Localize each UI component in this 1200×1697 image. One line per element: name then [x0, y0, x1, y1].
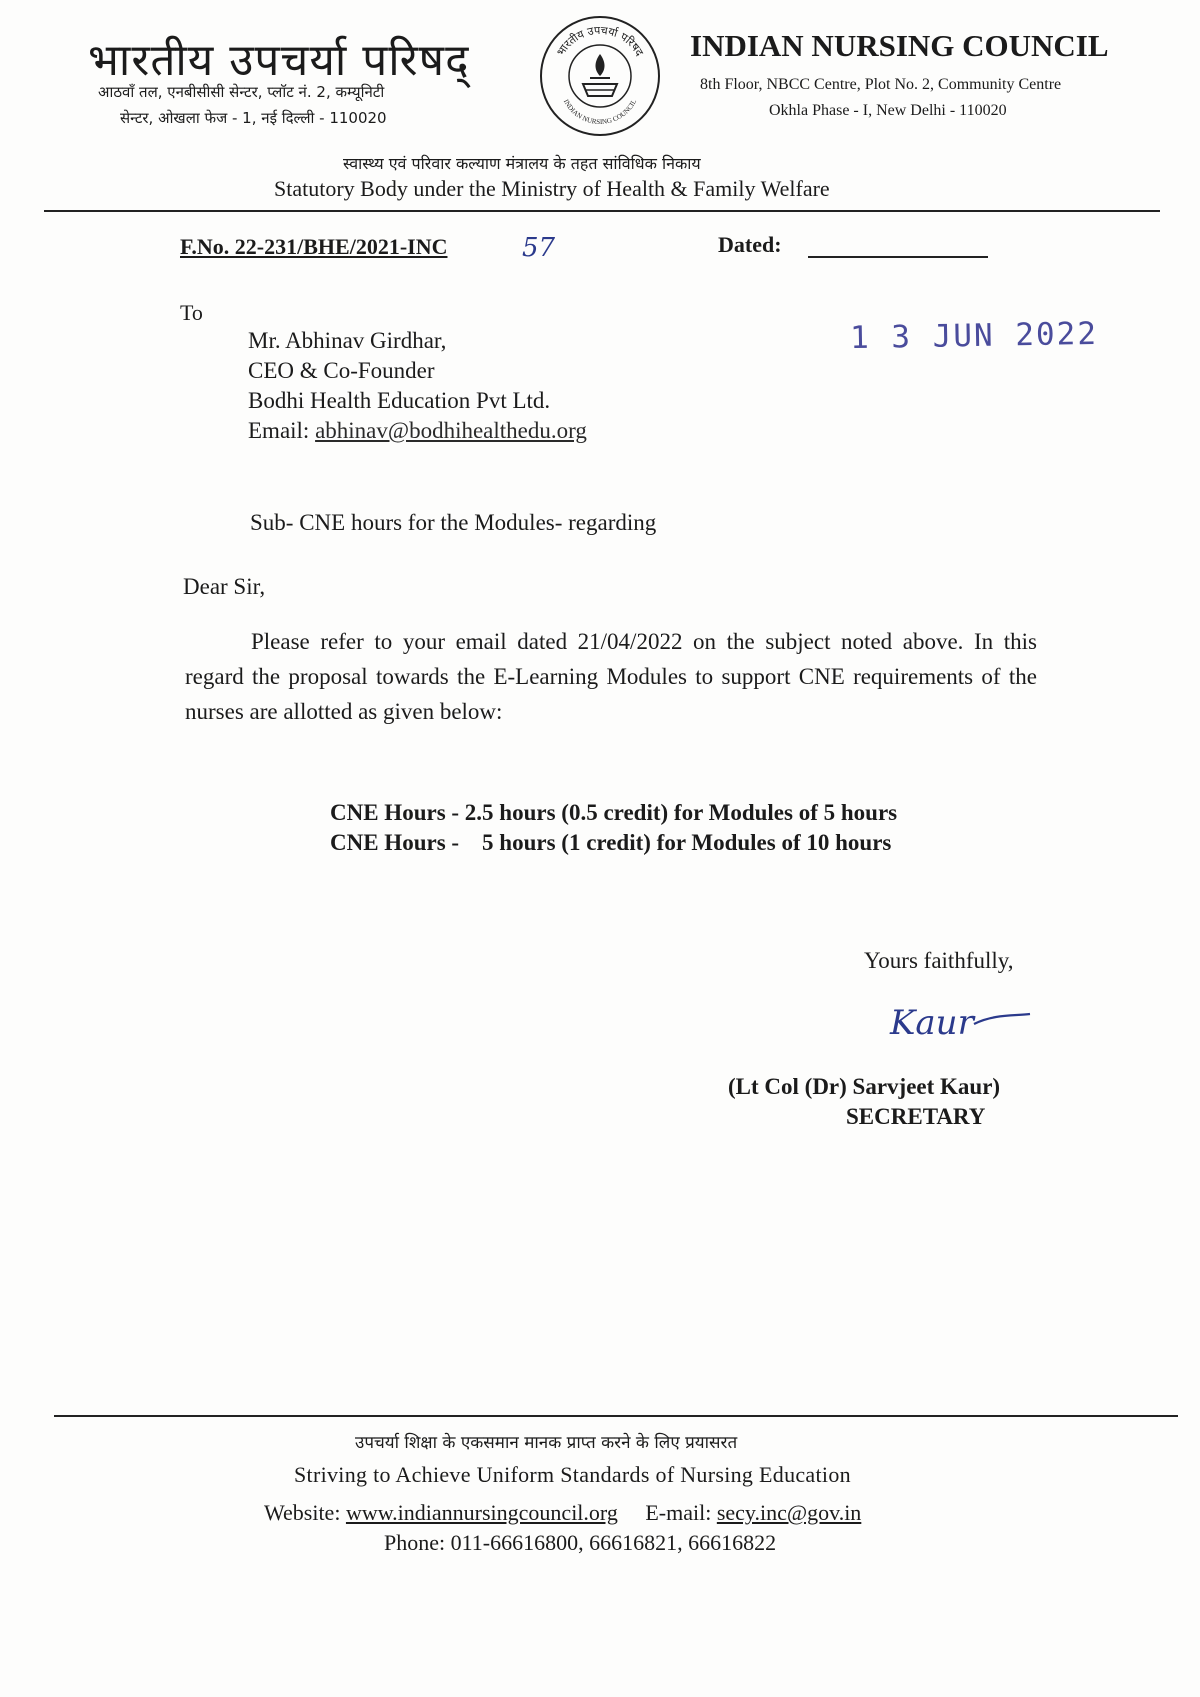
- hindi-statutory-line: स्वास्थ्य एवं परिवार कल्याण मंत्रालय के तहत सांविधिक निकाय: [343, 154, 701, 173]
- date-stamp: 1 3 JUN 2022: [849, 315, 1099, 357]
- recipient-company: Bodhi Health Education Pvt Ltd.: [248, 388, 551, 413]
- recipient-name: Mr. Abhinav Girdhar,: [248, 328, 447, 353]
- body-paragraph-text: Please refer to your email dated 21/04/2022 on the subject noted above. In this regard the proposal towards the E-Learning Modules to support CNE requirements of the nurses are allotted as given below:: [185, 629, 1037, 724]
- dated-blank-line: [808, 256, 988, 258]
- recipient-title: CEO & Co-Founder: [248, 358, 435, 383]
- footer-english-motto: Striving to Achieve Uniform Standards of Nursing Education: [294, 1462, 851, 1487]
- footer-email-label: E-mail:: [645, 1500, 712, 1525]
- english-address-line-2: Okhla Phase - I, New Delhi - 110020: [769, 102, 1007, 119]
- recipient-email-link[interactable]: abhinav@bodhihealthedu.org: [315, 418, 587, 443]
- handwritten-note: [518, 230, 588, 266]
- website-label: Website:: [264, 1500, 341, 1525]
- svg-text:भारतीय उपचर्या परिषद: [554, 24, 646, 59]
- footer-email-link[interactable]: secy.inc@gov.in: [716, 1500, 862, 1525]
- file-number: F.No. 22-231/BHE/2021-INC: [180, 234, 448, 259]
- seal-text-top: भारतीय उपचर्या परिषद: [554, 23, 647, 59]
- cne-hours-line-1: CNE Hours - 2.5 hours (0.5 credit) for Modules of 5 hours: [330, 800, 898, 825]
- recipient-email-line: [248, 418, 587, 444]
- hindi-address-line-1: आठवाँ तल, एनबीसीसी सेन्टर, प्लॉट नं. 2, कम्यूनिटी: [98, 83, 385, 101]
- footer-contact-line: [264, 1500, 861, 1526]
- svg-text:57: 57: [522, 233, 556, 263]
- svg-text:INDIAN NURSING COUNCIL: [562, 98, 638, 126]
- website-link[interactable]: www.indiannursingcouncil.org: [345, 1500, 618, 1525]
- council-seal-logo: [538, 14, 662, 138]
- dated-label: Dated:: [718, 232, 782, 257]
- svg-text:Kaur: Kaur: [890, 1003, 974, 1043]
- valediction: Yours faithfully,: [864, 948, 1014, 973]
- hindi-council-title: भारतीय उपचर्या परिषद्: [88, 35, 470, 86]
- to-label: To: [180, 300, 203, 325]
- english-address-line-1: 8th Floor, NBCC Centre, Plot No. 2, Community Centre: [700, 76, 1062, 93]
- footer-divider: [54, 1415, 1178, 1417]
- cne-hours-line-2: CNE Hours - 5 hours (1 credit) for Modules of 10 hours: [330, 830, 892, 855]
- footer-hindi-motto: उपचर्या शिक्षा के एकसमान मानक प्राप्त करने के लिए प्रयासरत: [355, 1433, 738, 1453]
- seal-text-bottom: INDIAN NURSING COUNCIL: [561, 98, 639, 127]
- subject-line: Sub- CNE hours for the Modules- regarding: [250, 510, 657, 535]
- signer-name: (Lt Col (Dr) Sarvjeet Kaur): [728, 1074, 1001, 1099]
- footer-phone: Phone: 011-66616800, 66616821, 66616822: [384, 1530, 777, 1555]
- handwritten-signature: [884, 996, 1034, 1048]
- signer-designation: SECRETARY: [846, 1104, 986, 1129]
- hindi-address-line-2: सेन्टर, ओखला फेज - 1, नई दिल्ली - 110020: [120, 109, 387, 127]
- header-divider: [44, 210, 1160, 212]
- salutation: Dear Sir,: [183, 574, 266, 599]
- english-statutory-line: Statutory Body under the Ministry of Health & Family Welfare: [274, 176, 830, 201]
- recipient-email-label: Email:: [248, 418, 310, 443]
- body-paragraph: [185, 624, 1037, 729]
- english-council-title: INDIAN NURSING COUNCIL: [690, 28, 1109, 63]
